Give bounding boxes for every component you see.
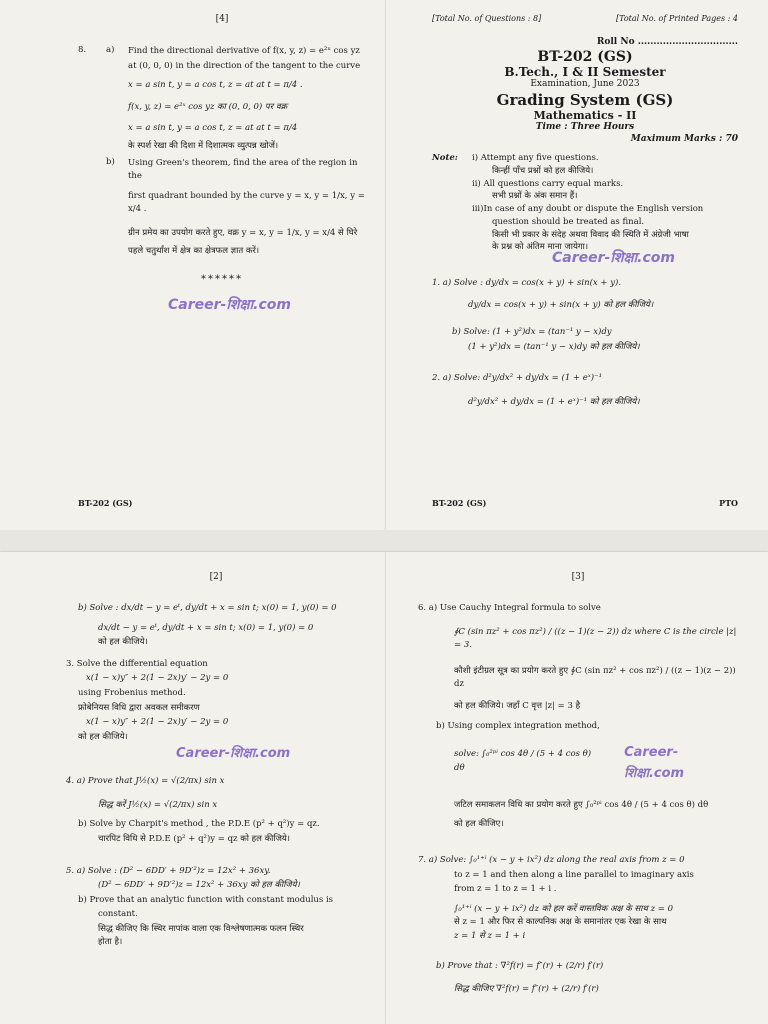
subject-title: Mathematics - II [533,109,637,122]
end-stars: ****** [201,274,243,286]
question-6b: b) Using complex integration method, [436,720,600,731]
question-4b-hindi: चारपिट विधि से P.D.E (p² + q²)y = qz को हल कीजिये। [98,833,291,844]
time-allowed: Time : Three Hours [535,122,635,132]
q8b-text: Using Green's theorem, find the area of the region in the [128,157,358,182]
instruction-text: question should be treated as final. [492,216,645,227]
question-3-equation: x(1 − x)y″ + 2(1 − 2x)y′ − 2y = 0 [86,717,229,728]
question-6a: 6. a) Use Cauchy Integral formula to solve [418,603,601,613]
question-6a-equation: ∮C (sin πz² + cos πz²) / ((z − 1)(z − 2)) dz where C is the circle |z| = 3. [454,626,737,651]
q8b-hindi: पहले चतुर्थांश में क्षेत्र का क्षेत्रफल ज्ञात करें। [128,245,260,256]
instruction-hindi: के प्रश्न को अंतिम माना जायेगा। [492,242,589,253]
question-2b-hindi: को हल कीजिये। [98,637,148,648]
question-5b-text: constant. [98,909,138,920]
q8a-text: Find the directional derivative of f(x, y, z) = e²ˣ cos yz [128,46,360,56]
q8a-equation: x = a sin t, y = a cos t, z = at at t = π/4 . [128,80,303,91]
page-number: [2] [209,572,223,582]
question-5b-hindi: सिद्ध कीजिए कि स्थिर मापांक वाला एक विश्लेषणात्मक फलन स्थिर [98,923,304,934]
q8a-hindi: के स्पर्श रेखा की दिशा में दिशात्मक व्युत्पन्न खोजें। [128,140,279,151]
q8a-hindi: f(x, y, z) = e²ˣ cos yz का (0, 0, 0) पर वक्र [128,101,288,112]
instruction-hindi: किसी भी प्रकार के संदेह अथवा विवाद की स्थिति में अंग्रेजी भाषा [492,229,689,240]
q8b-hindi: ग्रीन प्रमेय का उपयोग करते हुए, वक्र y = x, y = 1/x, y = x/4 से घिरे [128,227,358,238]
watermark: Career-शिक्षा.com [168,297,291,314]
instruction-text: iii)In case of any doubt or dispute the English version [472,204,704,214]
q8b-text: first quadrant bounded by the curve y = x, y = 1/x, y = x/4 . [128,190,365,215]
question-6a-hindi: कौशी इंटीग्रल सूत्र का प्रयोग करते हुए ∮C (sin πz² + cos πz²) / ((z − 1)(z − 2)) dz [454,665,736,690]
grading-system: Grading System (GS) [496,91,674,109]
semester: B.Tech., I & II Semester [504,65,666,79]
question-6b-hindi: को हल कीजिए। [454,819,504,830]
question-8b [78,156,366,259]
watermark: Career-शिक्षा.com [176,746,291,762]
watermark: Career-शिक्षा.com [624,745,685,781]
question-3-hindi: फ्रोबेनियस विधि द्वारा अवकल समीकरण [78,702,200,713]
question-3-text: using Frobenius method. [78,687,186,698]
question-1a-hindi: dy/dx = cos(x + y) + sin(x + y) को हल कीजिये। [468,299,654,310]
question-6a-hindi: को हल कीजिये। जहाँ C वृत्त |z| = 3 है [454,700,581,711]
question-7b: b) Prove that : ∇²f(r) = f″(r) + (2/r) f′(r) [436,960,604,971]
question-7a-text: from z = 1 to z = 1 + i . [454,884,557,895]
question-4a-hindi: सिद्ध करें J½(x) = √(2/πx) sin x [98,799,218,810]
question-2a: 2. a) Solve: d²y/dx² + dy/dx = (1 + eˣ)⁻¹ [432,373,603,384]
question-3-hindi: को हल कीजिये। [78,731,128,742]
question-4a: 4. a) Prove that J½(x) = √(2/πx) sin x [66,776,225,787]
q8a-text: at (0, 0, 0) in the direction of the tangent to the curve [128,60,361,71]
footer-pto: PTO [719,498,738,508]
q8a-equation: x = a sin t, y = a cos t, z = at at t = π/4 [128,123,298,134]
note-label: Note: [432,153,458,163]
page-number: [4] [215,14,229,24]
paper-code: BT-202 (GS) [537,49,633,65]
question-5b: b) Prove that an analytic function with constant modulus is [78,894,334,905]
maximum-marks: Maximum Marks : 70 [630,134,738,144]
question-5b-hindi: होता है। [98,937,123,948]
question-4b: b) Solve by Charpit's method , the P.D.E (p² + q²)y = qz. [78,819,320,830]
question-2b-equation: dx/dt − y = eᵗ, dy/dt + x = sin t; x(0) = 1, y(0) = 0 [98,622,314,633]
page-2 [0,552,386,1024]
question-3-equation: x(1 − x)y″ + 2(1 − 2x)y′ − 2y = 0 [86,673,229,684]
question-2a-hindi: d²y/dx² + dy/dx = (1 + eˣ)⁻¹ को हल कीजिये। [468,396,640,407]
question-2b: b) Solve : dx/dt − y = eᵗ, dy/dt + x = sin t; x(0) = 1, y(0) = 0 [78,603,337,613]
question-1b-hindi: (1 + y²)dx = (tan⁻¹ y − x)dy को हल कीजिये। [468,341,640,352]
question-7a-text: to z = 1 and then along a line parallel to imaginary axis [454,869,694,880]
question-1a: 1. a) Solve : dy/dx = cos(x + y) + sin(x + y). [432,278,622,288]
question-1b: b) Solve: (1 + y²)dx = (tan⁻¹ y − x)dy [452,327,612,338]
exam-session: Examination, June 2023 [530,79,640,89]
question-7a-hindi: से z = 1 और फिर से काल्पनिक अक्ष के समानांतर एक रेखा के साथ [454,917,667,928]
question-7a-hindi: ∫₀¹⁺ⁱ (x − y + ix²) dz को हल करें वास्तविक अक्ष के साथ z = 0 [454,903,674,914]
question-6b-hindi: जटिल समाकलन विधि का प्रयोग करते हुए ∫₀²ᵖⁱ cos 4θ / (5 + 4 cos θ) dθ [454,799,709,810]
page-3 [386,552,768,1024]
question-3: 3. Solve the differential equation [66,658,208,669]
question-7a-hindi: z = 1 से z = 1 + i [454,930,526,941]
page-1 [386,0,768,530]
instruction-text: ii) All questions carry equal marks. [472,178,624,189]
page-gap [0,530,768,552]
question-6b-equation: solve: ∫₀²ᵖⁱ cos 4θ / (5 + 4 cos θ) dθ [454,749,592,773]
question-number: 8. [78,45,87,55]
instruction-hindi: सभी प्रश्नों के अंक समान हैं। [492,191,578,202]
instruction-hindi: किन्हीं पाँच प्रश्नों को हल कीजिये। [492,165,594,176]
sub-label: b) [106,156,115,167]
instructions [432,152,738,254]
footer-code: BT-202 (GS) [432,498,487,508]
question-7b-hindi: सिद्ध कीजिए ∇²f(r) = f″(r) + (2/r) f′(r) [454,984,599,995]
page-number: [3] [571,572,585,582]
page-4 [0,0,386,530]
question-8a [78,44,366,154]
question-7a: 7. a) Solve: ∫₀¹⁺ⁱ (x − y + ix²) dz along the real axis from z = 0 [418,854,685,865]
watermark: Career-शिक्षा.com [552,250,675,266]
sub-label: a) [106,45,115,55]
total-questions: [Total No. of Questions : 8] [432,14,542,23]
total-pages: [Total No. of Printed Pages : 4 [616,14,738,23]
roll-number-field: Roll No ................................ [596,37,738,47]
question-5a-hindi: (D² − 6DD′ + 9D′²)z = 12x² + 36xy को हल कीजिये। [98,880,300,891]
footer-code: BT-202 (GS) [78,498,133,508]
question-5a: 5. a) Solve : (D² − 6DD′ + 9D′²)z = 12x² + 36xy. [66,865,271,876]
instruction-text: i) Attempt any five questions. [472,153,599,163]
